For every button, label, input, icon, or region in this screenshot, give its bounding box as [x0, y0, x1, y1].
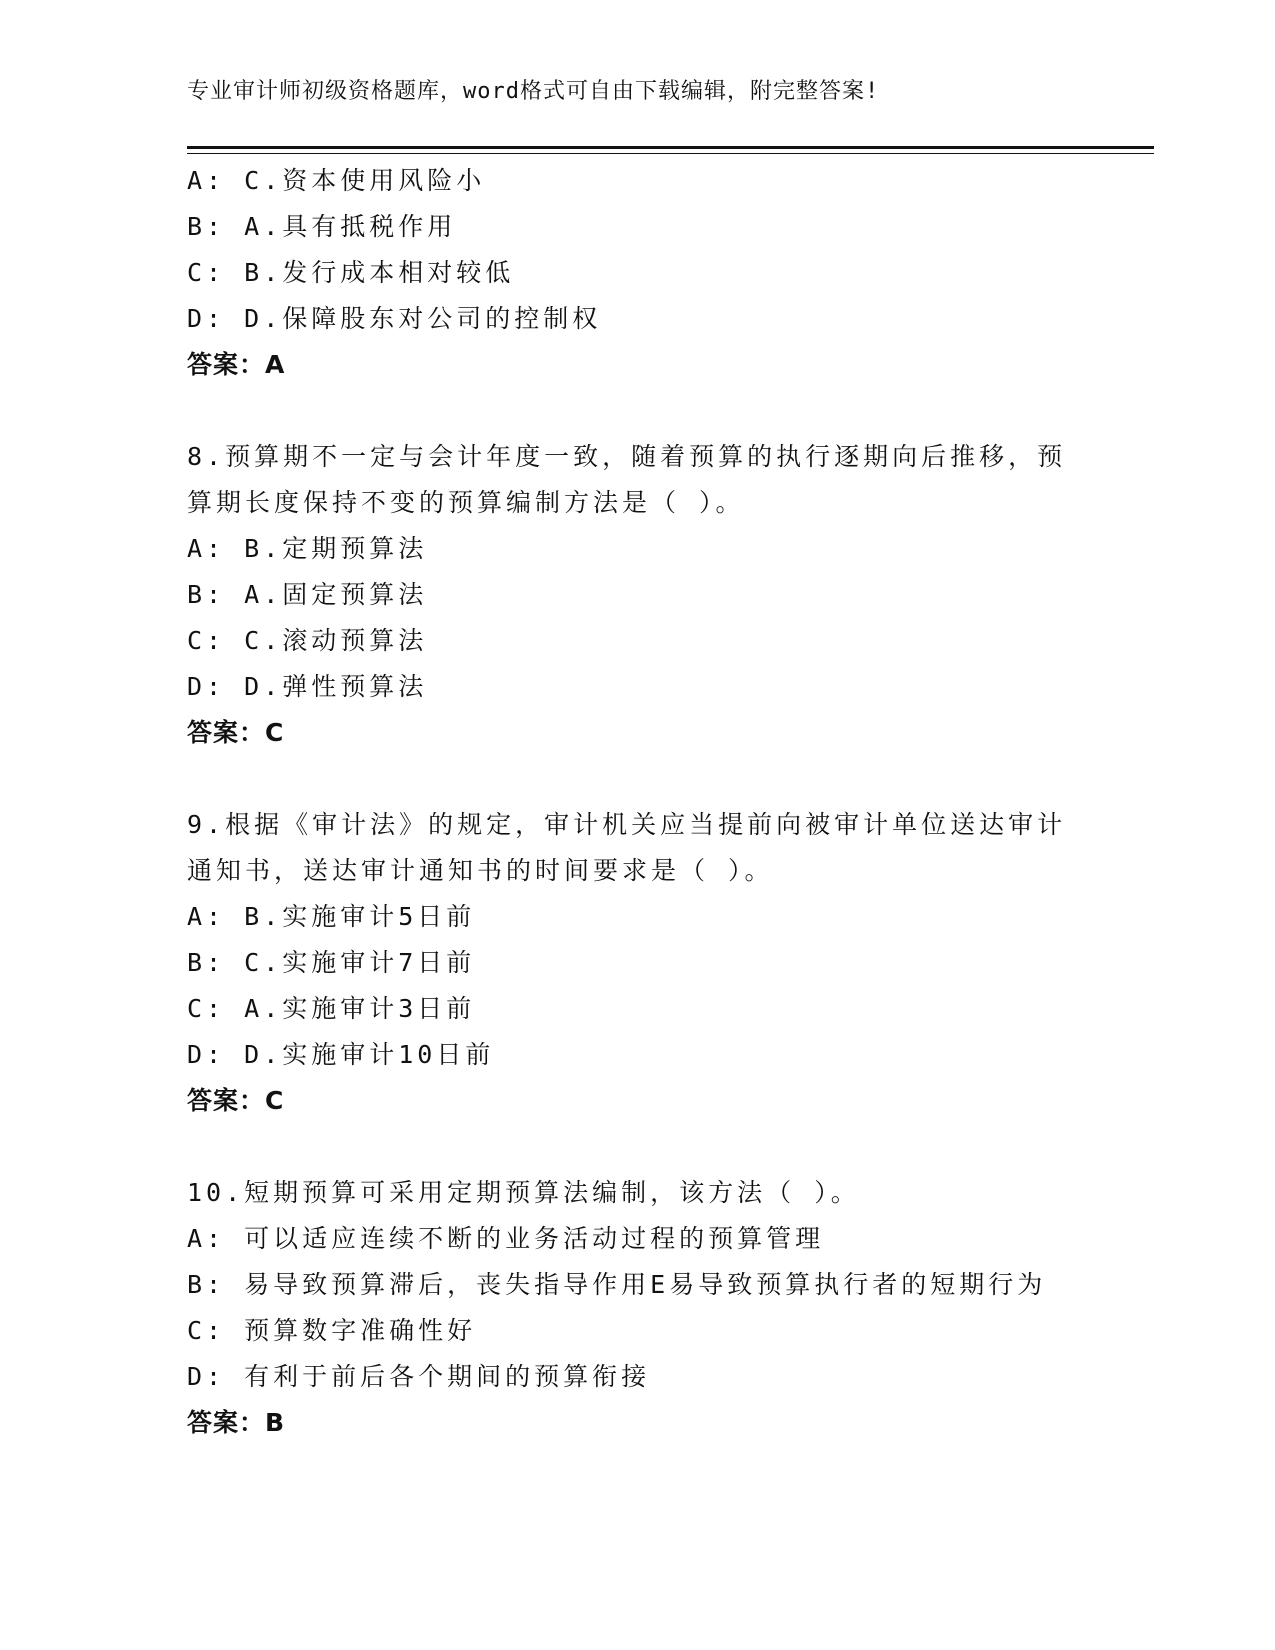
option-b: B: 易导致预算滞后，丧失指导作用E易导致预算执行者的短期行为 [187, 1270, 1047, 1299]
answer: 答案：C [187, 718, 285, 747]
option-d: D: 有利于前后各个期间的预算衔接 [187, 1362, 651, 1391]
question-8 [187, 434, 1087, 756]
answer: 答案：A [187, 350, 286, 379]
option-c: C: 预算数字准确性好 [187, 1316, 477, 1345]
page-header: 专业审计师初级资格题库，word格式可自由下载编辑，附完整答案! [187, 79, 880, 104]
question-list [187, 158, 1087, 1446]
option-a: A: B.定期预算法 [187, 534, 428, 563]
option-c: C: A.实施审计3日前 [187, 994, 476, 1023]
spacer [187, 1124, 1087, 1170]
answer: 答案：B [187, 1408, 286, 1437]
option-b: B: C.实施审计7日前 [187, 948, 476, 977]
header-rule-thick [187, 146, 1154, 149]
question-stem: 10.短期预算可采用定期预算法编制，该方法（ ）。 [187, 1178, 860, 1207]
question-stem: 8.预算期不一定与会计年度一致，随着预算的执行逐期向后推移，预 [187, 442, 1067, 471]
option-a: A: 可以适应连续不断的业务活动过程的预算管理 [187, 1224, 825, 1253]
option-d: D: D.实施审计10日前 [187, 1040, 495, 1069]
spacer [187, 756, 1087, 802]
option-d: D: D.保障股东对公司的控制权 [187, 304, 602, 333]
question-stem: 通知书，送达审计通知书的时间要求是（ ）。 [187, 856, 774, 885]
question-9 [187, 802, 1087, 1124]
header-rule-thin [187, 153, 1154, 154]
spacer [187, 388, 1087, 434]
option-d: D: D.弹性预算法 [187, 672, 428, 701]
question-stem: 9.根据《审计法》的规定，审计机关应当提前向被审计单位送达审计 [187, 810, 1067, 839]
question-7 [187, 158, 1087, 388]
option-c: C: B.发行成本相对较低 [187, 258, 515, 287]
answer: 答案：C [187, 1086, 285, 1115]
option-a: A: C.资本使用风险小 [187, 166, 486, 195]
option-b: B: A.固定预算法 [187, 580, 428, 609]
option-c: C: C.滚动预算法 [187, 626, 428, 655]
option-b: B: A.具有抵税作用 [187, 212, 457, 241]
question-10 [187, 1170, 1087, 1446]
option-a: A: B.实施审计5日前 [187, 902, 476, 931]
question-stem: 算期长度保持不变的预算编制方法是（ ）。 [187, 488, 745, 517]
